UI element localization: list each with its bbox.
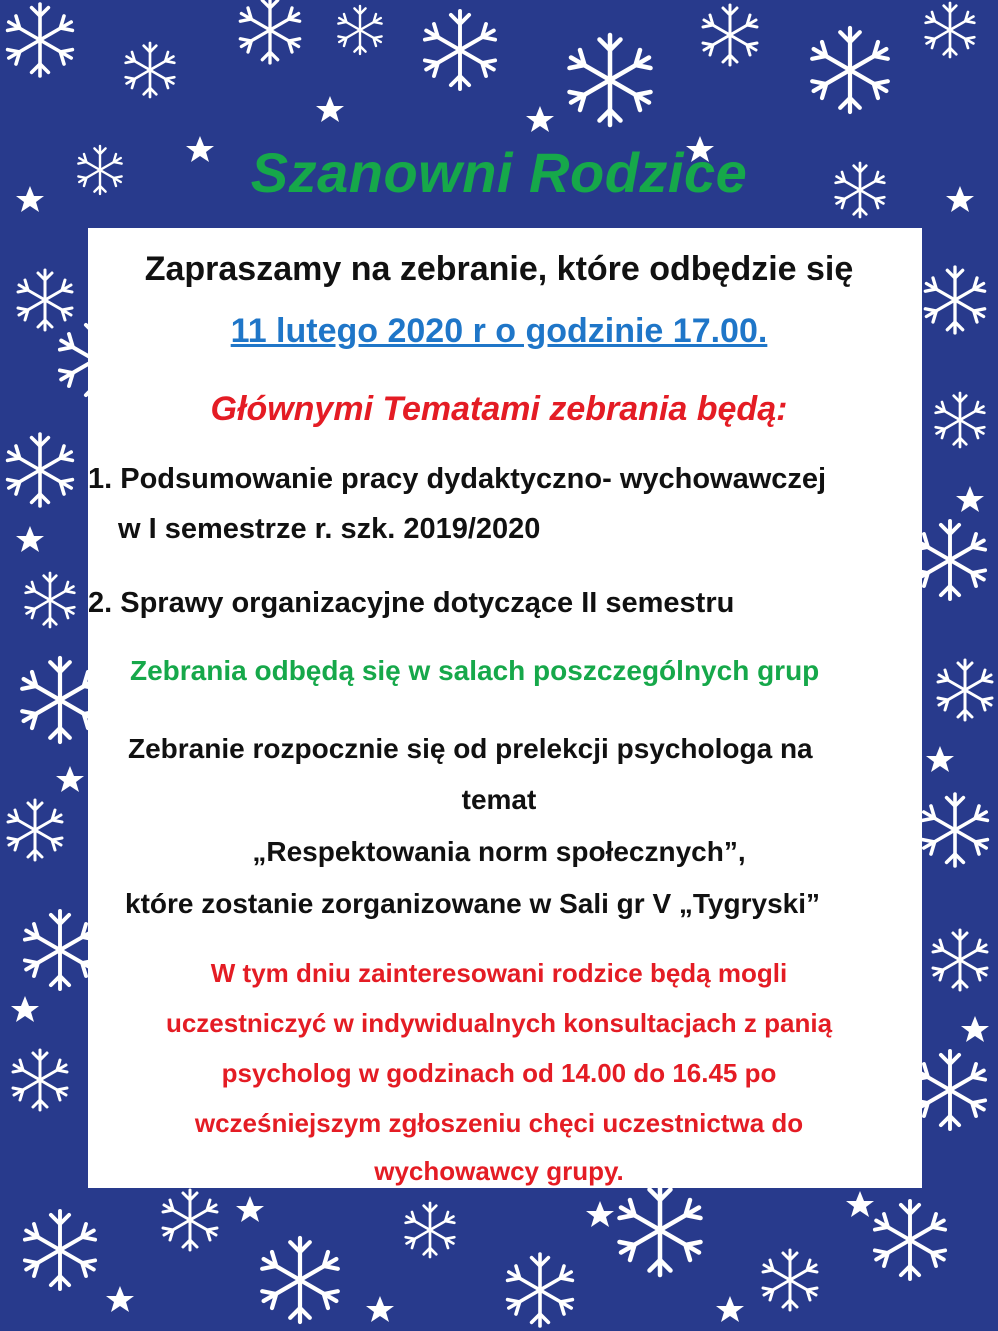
lecture-line-2: temat	[461, 784, 537, 815]
consultation-line-2: uczestniczyć w indywidualnych konsultacjach z panią	[165, 1008, 833, 1038]
meeting-date: 11 lutego 2020 r o godzinie 17.00.	[230, 312, 768, 350]
lecture-line-1: Zebranie rozpocznie się od prelekcji psychologa na	[128, 733, 813, 764]
lecture-line-3: „Respektowania norm społecznych”,	[252, 836, 746, 867]
consultation-line-4: wcześniejszym zgłoszeniu chęci uczestnictwa do	[194, 1108, 804, 1138]
invitation-text: Zapraszamy na zebranie, które odbędzie się	[144, 250, 854, 288]
page-title: Szanowni Rodzice	[250, 141, 748, 204]
consultation-line-3: psycholog w godzinach od 14.00 do 16.45 po	[221, 1058, 777, 1088]
lecture-line-4: które zostanie zorganizowane w Sali gr V „Tygryski”	[125, 888, 820, 919]
notice-panel	[88, 228, 922, 1188]
groups-note: Zebrania odbędą się w salach poszczególnych grup	[130, 655, 820, 686]
topics-heading: Głównymi Tematami zebrania będą:	[210, 390, 788, 428]
topic-item-1: 1. Podsumowanie pracy dydaktyczno- wychowawczej	[88, 463, 827, 495]
consultation-line-1: W tym dniu zainteresowani rodzice będą mogli	[210, 958, 788, 988]
topic-item-2: 2. Sprawy organizacyjne dotyczące II semestru	[88, 587, 735, 619]
consultation-line-5: wychowawcy grupy.	[374, 1156, 624, 1186]
topic-item-1-continued: w I semestrze r. szk. 2019/2020	[118, 513, 541, 545]
